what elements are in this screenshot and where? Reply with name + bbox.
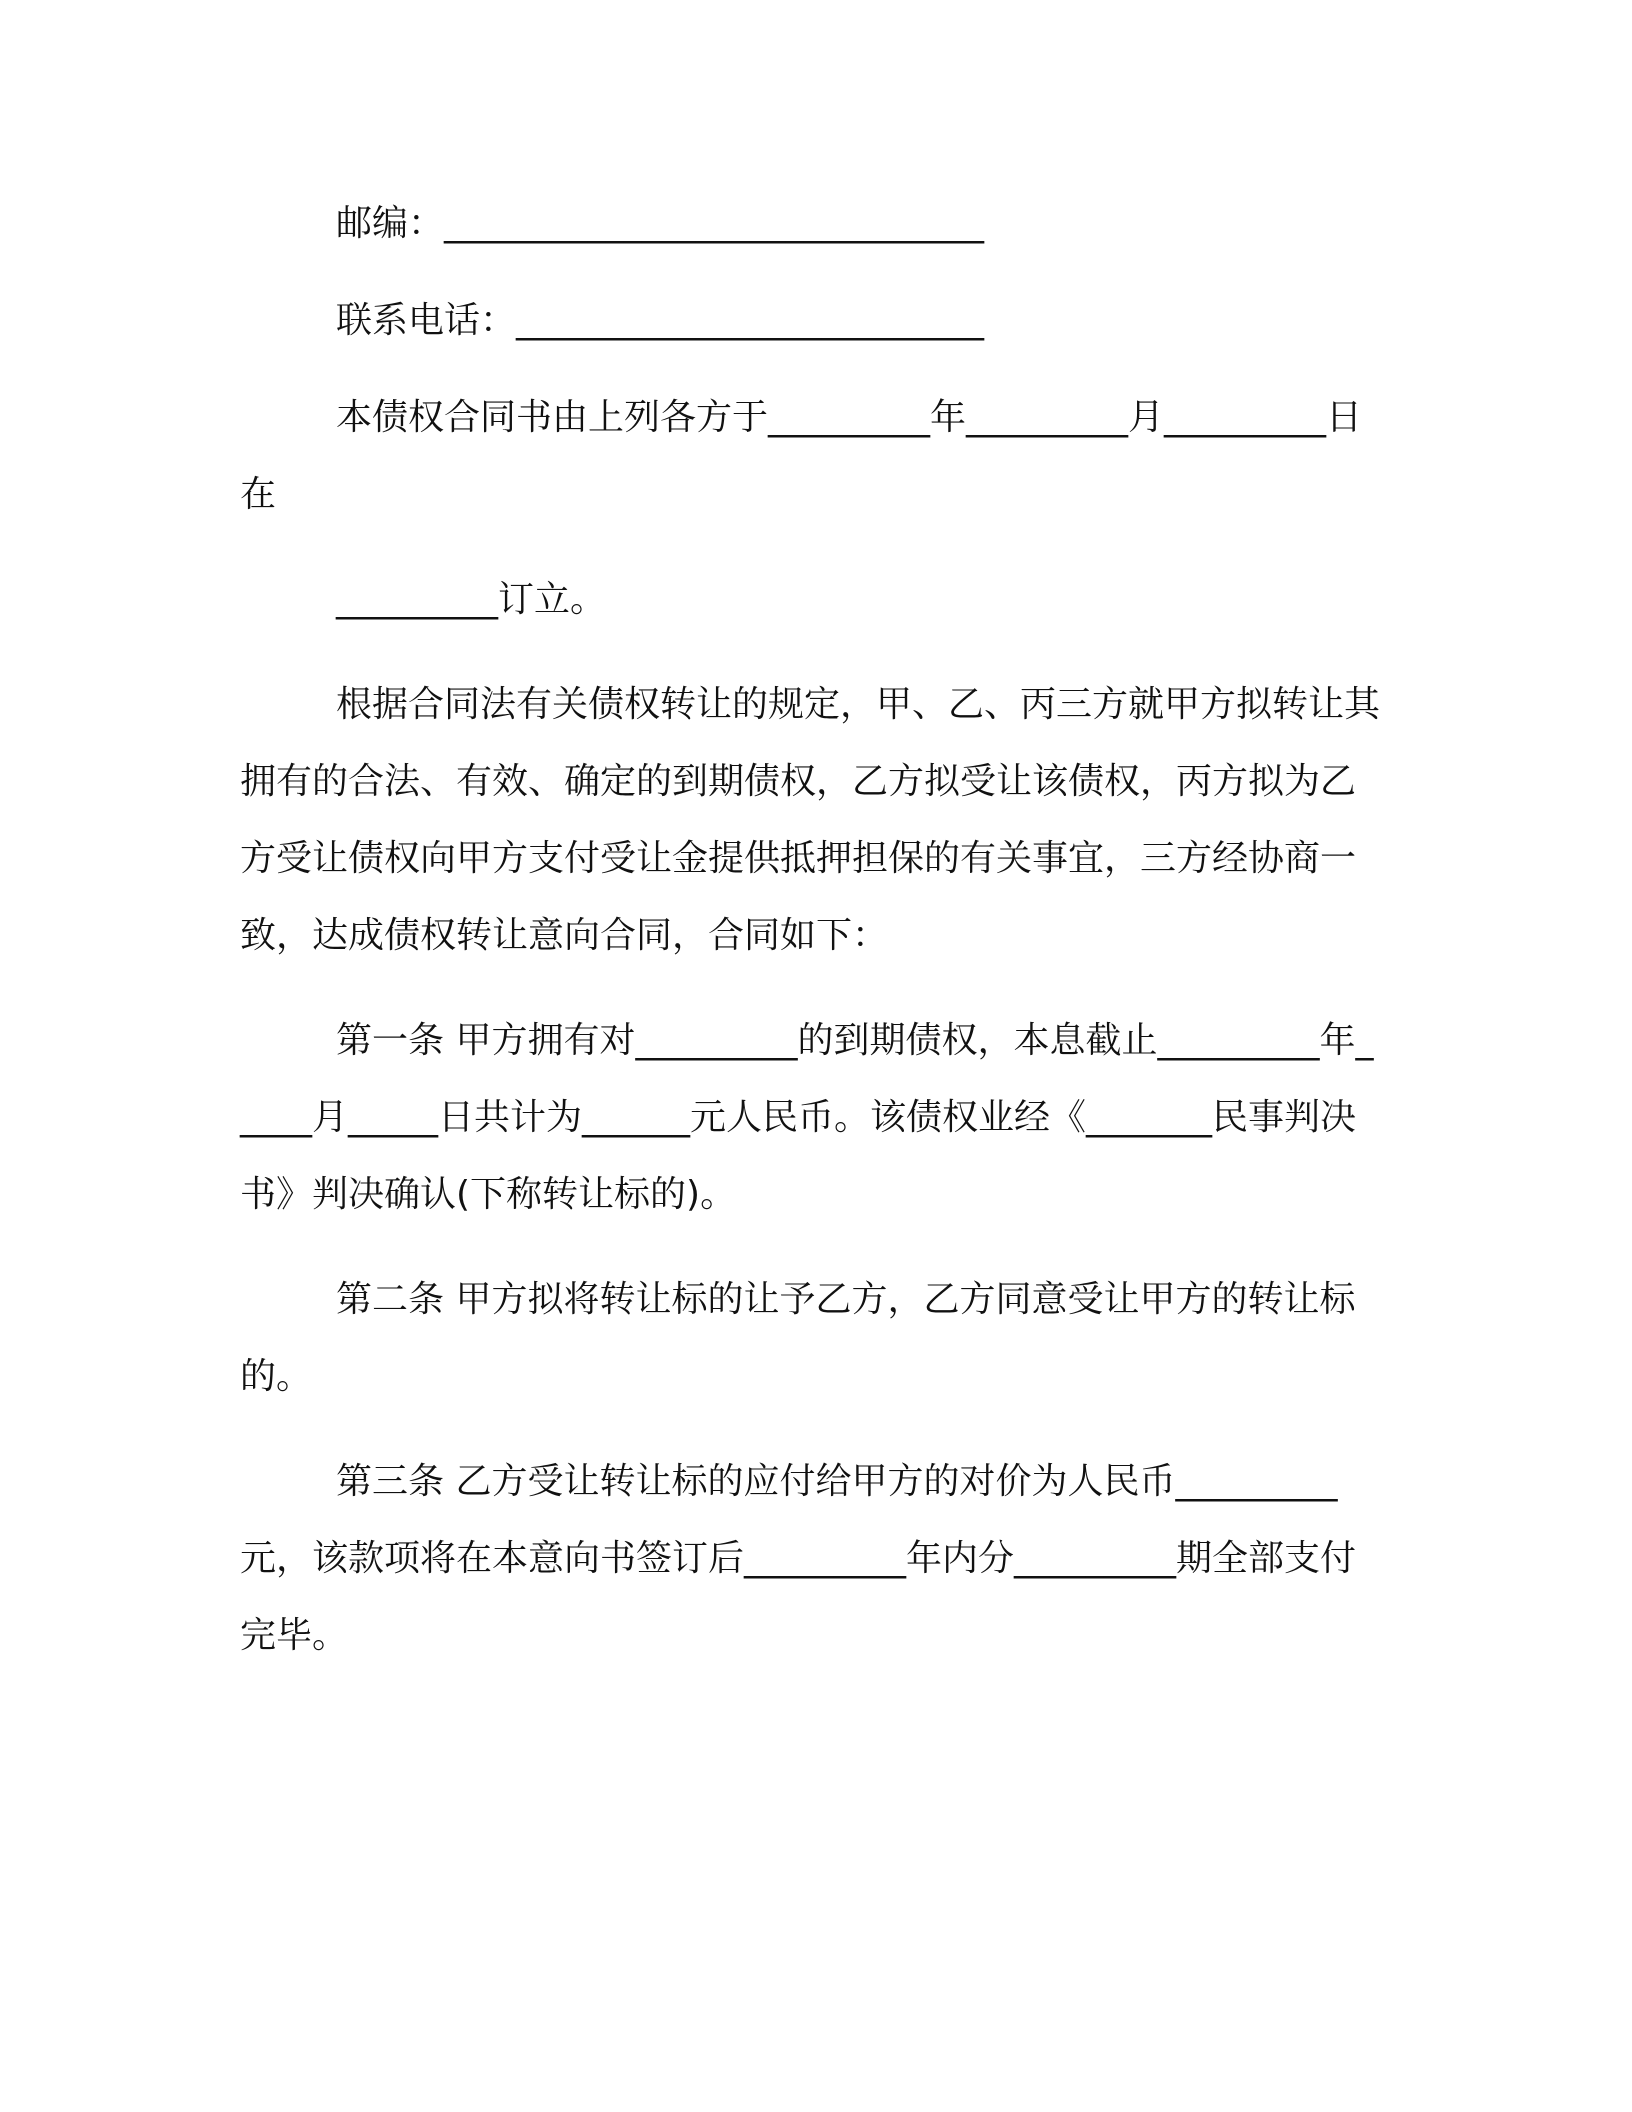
article-three: 第三条 乙方受让转让标的应付给甲方的对价为人民币_________元，该款项将在本意向书签订后_________年内分_________期全部支付完毕。 (240, 1461, 1357, 1656)
document-page (240, 185, 1390, 1702)
preamble-paragraph: 根据合同法有关债权转让的规定，甲、乙、丙三方就甲方拟转让其拥有的合法、有效、确定的到期债权，乙方拟受让该债权，丙方拟为乙方受让债权向甲方支付受让金提供抵押担保的有关事宜，三方经协商一致，达成债权转让意向合同，合同如下： (240, 684, 1381, 956)
article-two: 第二条 甲方拟将转让标的让予乙方，乙方同意受让甲方的转让标的。 (240, 1279, 1356, 1397)
phone-line: 联系电话：__________________________ (336, 300, 985, 341)
postcode-line: 邮编：______________________________ (336, 203, 985, 244)
article-one: 第一条 甲方拥有对_________的到期债权，本息截止_________年_____月_____日共计为______元人民币。该债权业经《_______民事判决书》判决确认(下称转让标的)。 (240, 1020, 1374, 1215)
signing-date-paragraph: 本债权合同书由上列各方于_________年_________月_________日在 (240, 397, 1363, 515)
signing-place-paragraph: _________订立。 (336, 579, 607, 620)
